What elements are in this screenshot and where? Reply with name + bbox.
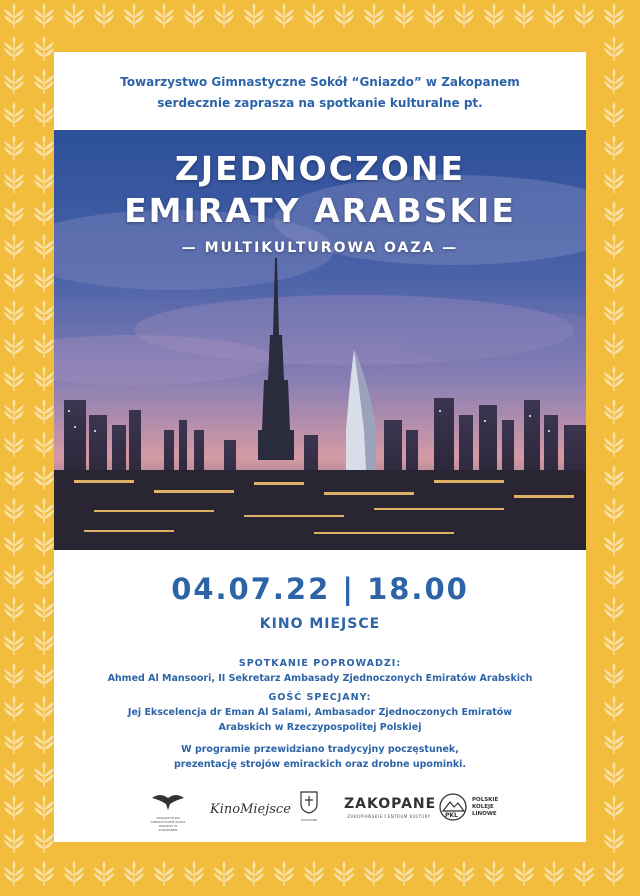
border-sprig-icon xyxy=(604,36,624,61)
border-sprig-icon xyxy=(244,3,264,28)
border-sprig-icon xyxy=(34,861,54,886)
border-sprig-icon xyxy=(34,201,54,226)
border-sprig-icon xyxy=(94,3,114,28)
event-subtitle: — MULTIKULTUROWA OAZA — xyxy=(181,240,459,256)
border-sprig-icon xyxy=(394,861,414,886)
border-sprig-icon xyxy=(34,663,54,688)
border-sprig-icon xyxy=(4,69,24,94)
border-sprig-icon xyxy=(4,597,24,622)
border-sprig-icon xyxy=(4,102,24,127)
border-sprig-icon xyxy=(574,3,594,28)
border-sprig-icon xyxy=(4,432,24,457)
kino-miejsce-logo xyxy=(210,798,291,817)
border-sprig-icon xyxy=(4,267,24,292)
border-sprig-icon xyxy=(604,630,624,655)
border-sprig-icon xyxy=(604,333,624,358)
border-sprig-icon xyxy=(544,861,564,886)
border-sprig-icon xyxy=(4,333,24,358)
border-sprig-icon xyxy=(604,696,624,721)
border-sprig-icon xyxy=(34,168,54,193)
border-sprig-icon xyxy=(34,828,54,853)
border-sprig-icon xyxy=(334,3,354,28)
border-sprig-icon xyxy=(154,861,174,886)
border-sprig-icon xyxy=(604,399,624,424)
border-sprig-icon xyxy=(604,597,624,622)
border-sprig-icon xyxy=(604,663,624,688)
organizer-header xyxy=(54,72,586,114)
sponsor-logos xyxy=(54,790,586,832)
border-sprig-icon xyxy=(4,531,24,556)
event-title xyxy=(54,148,586,256)
border-sprig-icon xyxy=(4,762,24,787)
border-sprig-icon xyxy=(394,3,414,28)
border-sprig-icon xyxy=(604,3,624,28)
border-sprig-icon xyxy=(4,300,24,325)
header-line-2: serdecznie zaprasza na spotkanie kulturalne pt. xyxy=(157,96,483,110)
border-sprig-icon xyxy=(34,432,54,457)
border-sprig-icon xyxy=(274,861,294,886)
border-sprig-icon xyxy=(94,861,114,886)
host-label: SPOTKANIE POPROWADZI: xyxy=(238,658,402,669)
header-line-1: Towarzystwo Gimnastyczne Sokół “Gniazdo” w Zakopanem xyxy=(120,75,520,89)
border-sprig-icon xyxy=(424,861,444,886)
pkl-line-2: KOLEJE xyxy=(472,804,494,810)
border-sprig-icon xyxy=(34,300,54,325)
border-sprig-icon xyxy=(4,729,24,754)
program-section xyxy=(54,742,586,772)
guest-line-2: Arabskich w Rzeczypospolitej Polskiej xyxy=(218,722,422,733)
border-sprig-icon xyxy=(424,3,444,28)
border-sprig-icon xyxy=(64,3,84,28)
border-sprig-icon xyxy=(604,102,624,127)
zakopane-crest-caption: ZAKOPANE xyxy=(300,818,318,822)
border-sprig-icon xyxy=(124,861,144,886)
border-sprig-icon xyxy=(604,465,624,490)
border-sprig-icon xyxy=(34,36,54,61)
falcon-icon xyxy=(150,790,186,812)
border-sprig-icon xyxy=(34,531,54,556)
border-sprig-icon xyxy=(34,267,54,292)
border-sprig-icon xyxy=(124,3,144,28)
border-sprig-icon xyxy=(604,729,624,754)
border-sprig-icon xyxy=(34,399,54,424)
guest-section xyxy=(54,690,586,735)
title-line-2: EMIRATY ARABSKIE xyxy=(124,191,516,230)
border-sprig-icon xyxy=(4,663,24,688)
border-sprig-icon xyxy=(604,300,624,325)
crest-icon xyxy=(298,790,320,814)
border-sprig-icon xyxy=(4,828,24,853)
border-sprig-icon xyxy=(4,498,24,523)
pkl-line-3: LINOWE xyxy=(472,811,497,817)
host-section xyxy=(54,656,586,686)
event-venue: KINO MIEJSCE xyxy=(259,616,381,632)
host-text: Ahmed Al Mansoori, II Sekretarz Ambasady Zjednoczonych Emiratów Arabskich xyxy=(107,673,533,684)
border-sprig-icon xyxy=(34,69,54,94)
border-sprig-icon xyxy=(604,861,624,886)
border-sprig-icon xyxy=(514,3,534,28)
border-sprig-icon xyxy=(34,333,54,358)
title-line-1: ZJEDNOCZONE xyxy=(174,149,466,188)
border-sprig-icon xyxy=(154,3,174,28)
border-sprig-icon xyxy=(244,861,264,886)
border-sprig-icon xyxy=(4,3,24,28)
border-sprig-icon xyxy=(4,630,24,655)
border-sprig-icon xyxy=(604,366,624,391)
poster-panel xyxy=(54,52,586,842)
border-sprig-icon xyxy=(34,795,54,820)
border-sprig-icon xyxy=(604,762,624,787)
border-sprig-icon xyxy=(34,498,54,523)
border-sprig-icon xyxy=(274,3,294,28)
border-sprig-icon xyxy=(484,3,504,28)
border-sprig-icon xyxy=(4,399,24,424)
border-sprig-icon xyxy=(4,795,24,820)
border-sprig-icon xyxy=(4,135,24,160)
border-sprig-icon xyxy=(214,3,234,28)
sokol-caption: TOWARZYSTWO GIMNASTYCZNE SOKÓŁ GNIAZDO W ZAKOPANEM xyxy=(150,816,186,832)
sokol-logo xyxy=(150,790,186,832)
border-sprig-icon xyxy=(4,696,24,721)
border-sprig-icon xyxy=(34,696,54,721)
pkl-wordmark xyxy=(472,797,512,818)
border-sprig-icon xyxy=(604,828,624,853)
border-sprig-icon xyxy=(4,201,24,226)
kino-miejsce-wordmark: KinoMiejsce xyxy=(210,802,291,817)
border-sprig-icon xyxy=(34,366,54,391)
border-sprig-icon xyxy=(34,597,54,622)
border-sprig-icon xyxy=(34,135,54,160)
dubai-skyline-photo xyxy=(54,130,586,550)
border-sprig-icon xyxy=(604,135,624,160)
border-sprig-icon xyxy=(604,234,624,259)
border-sprig-icon xyxy=(604,168,624,193)
border-sprig-icon xyxy=(484,861,504,886)
program-line-1: W programie przewidziano tradycyjny poczęstunek, xyxy=(181,744,459,755)
border-sprig-icon xyxy=(34,564,54,589)
border-sprig-icon xyxy=(544,3,564,28)
border-sprig-icon xyxy=(604,564,624,589)
event-datetime: 04.07.22 | 18.00 xyxy=(171,572,469,606)
guest-line-1: Jej Ekscelencja dr Eman Al Salami, Ambasador Zjednoczonych Emiratów xyxy=(127,707,513,718)
border-sprig-icon xyxy=(334,861,354,886)
pkl-mark: PKL xyxy=(445,812,458,819)
border-sprig-icon xyxy=(4,465,24,490)
border-sprig-icon xyxy=(514,861,534,886)
border-sprig-icon xyxy=(34,465,54,490)
border-sprig-icon xyxy=(4,234,24,259)
border-sprig-icon xyxy=(454,3,474,28)
border-sprig-icon xyxy=(34,234,54,259)
border-sprig-icon xyxy=(604,432,624,457)
program-line-2: prezentację strojów emirackich oraz drobne upominki. xyxy=(173,759,467,770)
border-sprig-icon xyxy=(34,729,54,754)
border-sprig-icon xyxy=(4,36,24,61)
border-sprig-icon xyxy=(304,3,324,28)
zakopane-centrum-kultury-logo xyxy=(344,796,437,819)
border-sprig-icon xyxy=(64,861,84,886)
border-sprig-icon xyxy=(184,861,204,886)
zakopane-subtitle: ZAKOPIAŃSKIE CENTRUM KULTURY xyxy=(347,814,431,819)
border-sprig-icon xyxy=(604,498,624,523)
pkl-line-1: POLSKIE xyxy=(472,797,499,803)
border-sprig-icon xyxy=(364,3,384,28)
border-sprig-icon xyxy=(604,795,624,820)
border-sprig-icon xyxy=(604,201,624,226)
border-sprig-icon xyxy=(604,531,624,556)
border-sprig-icon xyxy=(4,861,24,886)
border-sprig-icon xyxy=(4,168,24,193)
border-sprig-icon xyxy=(184,3,204,28)
zakopane-crest-logo xyxy=(298,790,320,822)
border-sprig-icon xyxy=(604,267,624,292)
border-sprig-icon xyxy=(304,861,324,886)
border-sprig-icon xyxy=(574,861,594,886)
border-sprig-icon xyxy=(34,630,54,655)
border-sprig-icon xyxy=(214,861,234,886)
guest-label: GOŚĆ SPECJANY: xyxy=(268,692,372,703)
border-sprig-icon xyxy=(4,366,24,391)
border-sprig-icon xyxy=(4,564,24,589)
border-sprig-icon xyxy=(34,3,54,28)
zakopane-wordmark: ZAKOPANE xyxy=(344,796,437,812)
border-sprig-icon xyxy=(604,69,624,94)
border-sprig-icon xyxy=(34,762,54,787)
border-sprig-icon xyxy=(454,861,474,886)
border-sprig-icon xyxy=(364,861,384,886)
border-sprig-icon xyxy=(34,102,54,127)
